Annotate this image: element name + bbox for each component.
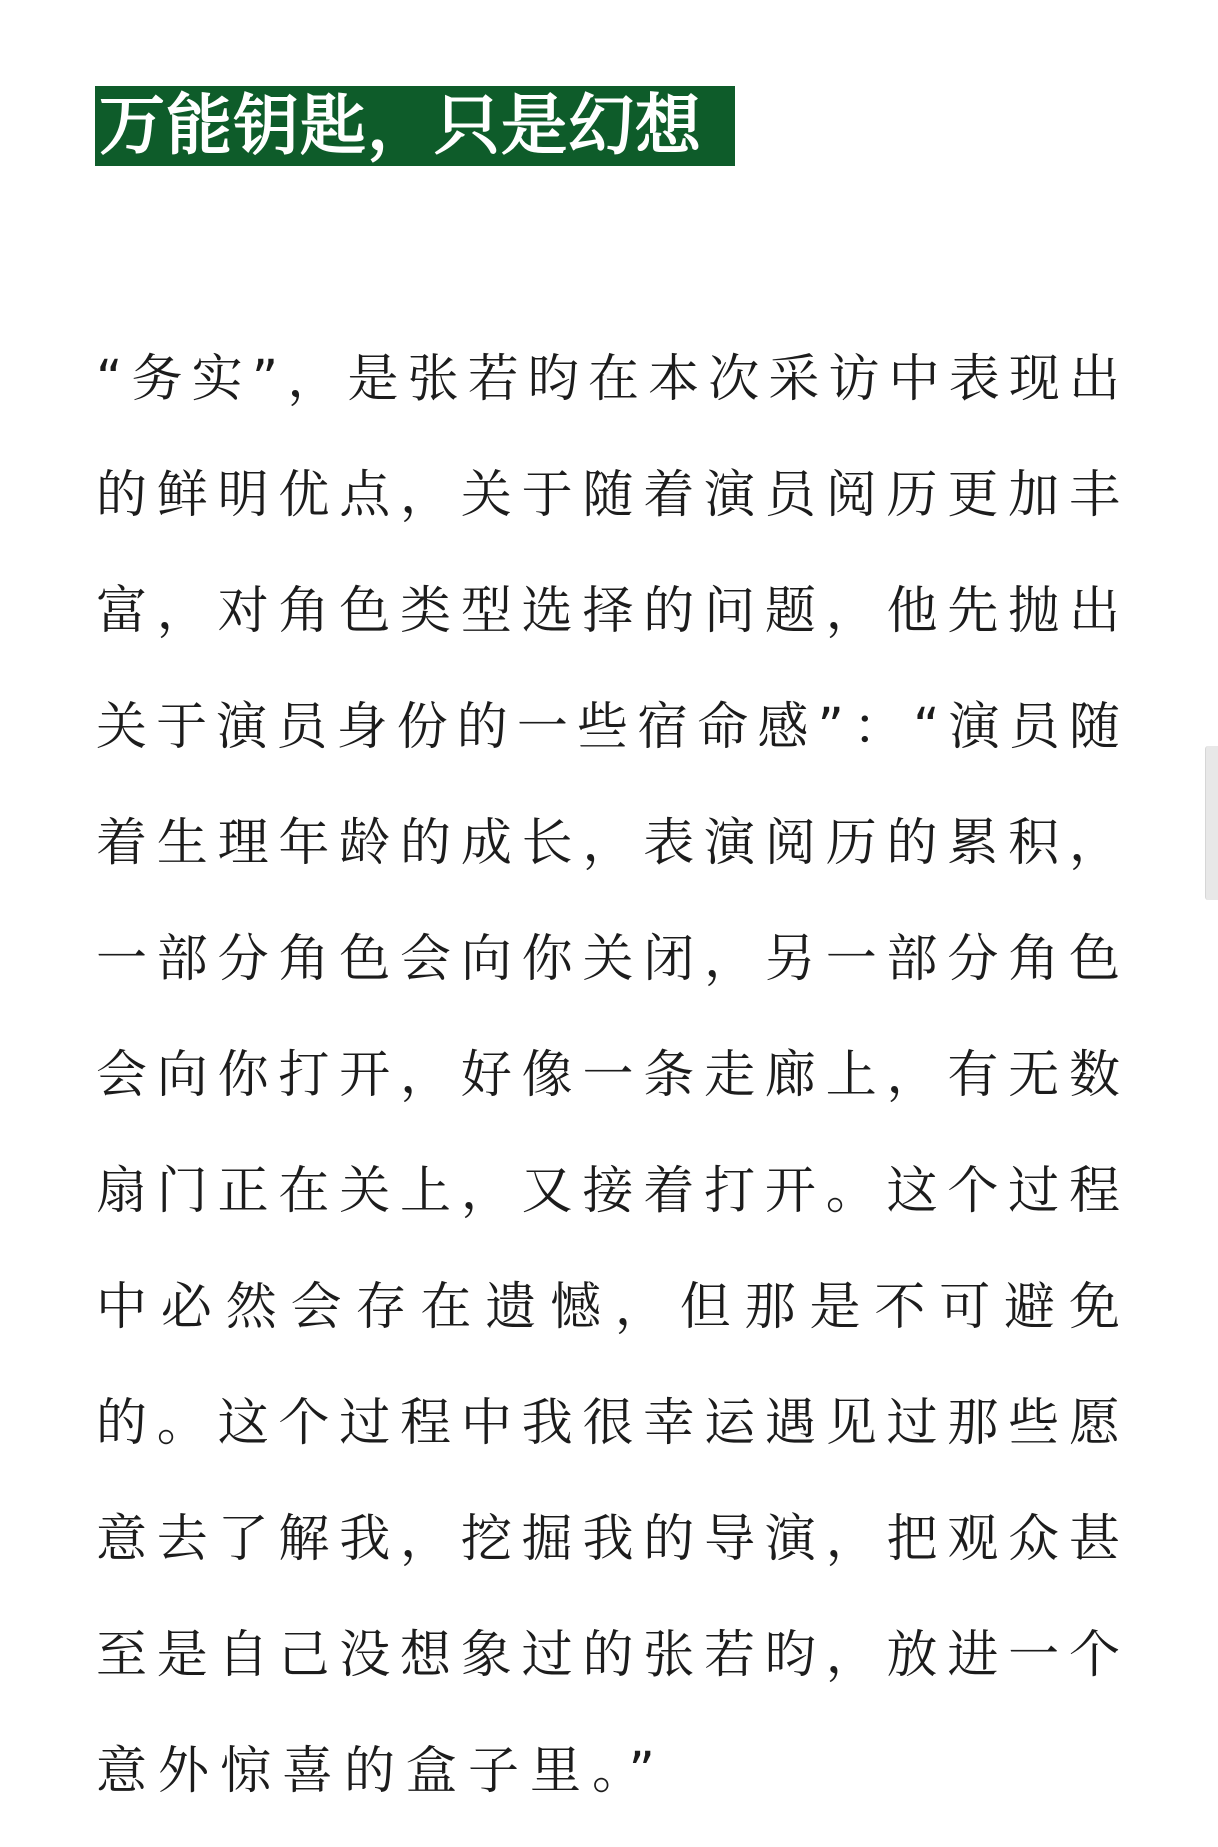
paragraph-line-5: 着生理年龄的成长，表演阅历的累积， [96, 814, 1120, 873]
paragraph-line-11: 意去了解我，挖掘我的导演，把观众甚 [96, 1510, 1120, 1569]
paragraph-line-2: 的鲜明优点，关于随着演员阅历更加丰 [96, 466, 1120, 525]
paragraph-line-13: 意外惊喜的盒子里。” [96, 1742, 666, 1801]
article-body [96, 322, 1120, 1830]
paragraph-line-9: 中必然会存在遗憾，但那是不可避免 [96, 1278, 1120, 1337]
paragraph-line-8: 扇门正在关上，又接着打开。这个过程 [96, 1162, 1120, 1221]
section-heading: 万能钥匙，只是幻想 [95, 86, 735, 166]
paragraph-line-10: 的。这个过程中我很幸运遇见过那些愿 [96, 1394, 1120, 1453]
paragraph-line-7: 会向你打开，好像一条走廊上，有无数 [96, 1046, 1120, 1105]
paragraph-line-3: 富，对角色类型选择的问题，他先抛出 [96, 582, 1120, 641]
paragraph-line-1: “务实”，是张若昀在本次采访中表现出 [96, 350, 1120, 409]
paragraph-line-12: 至是自己没想象过的张若昀，放进一个 [96, 1626, 1120, 1685]
scrollbar-thumb[interactable] [1205, 746, 1218, 900]
paragraph-line-4: 关于演员身份的一些宿命感”：“演员随 [96, 698, 1120, 757]
paragraph-line-6: 一部分角色会向你关闭，另一部分角色 [96, 930, 1120, 989]
